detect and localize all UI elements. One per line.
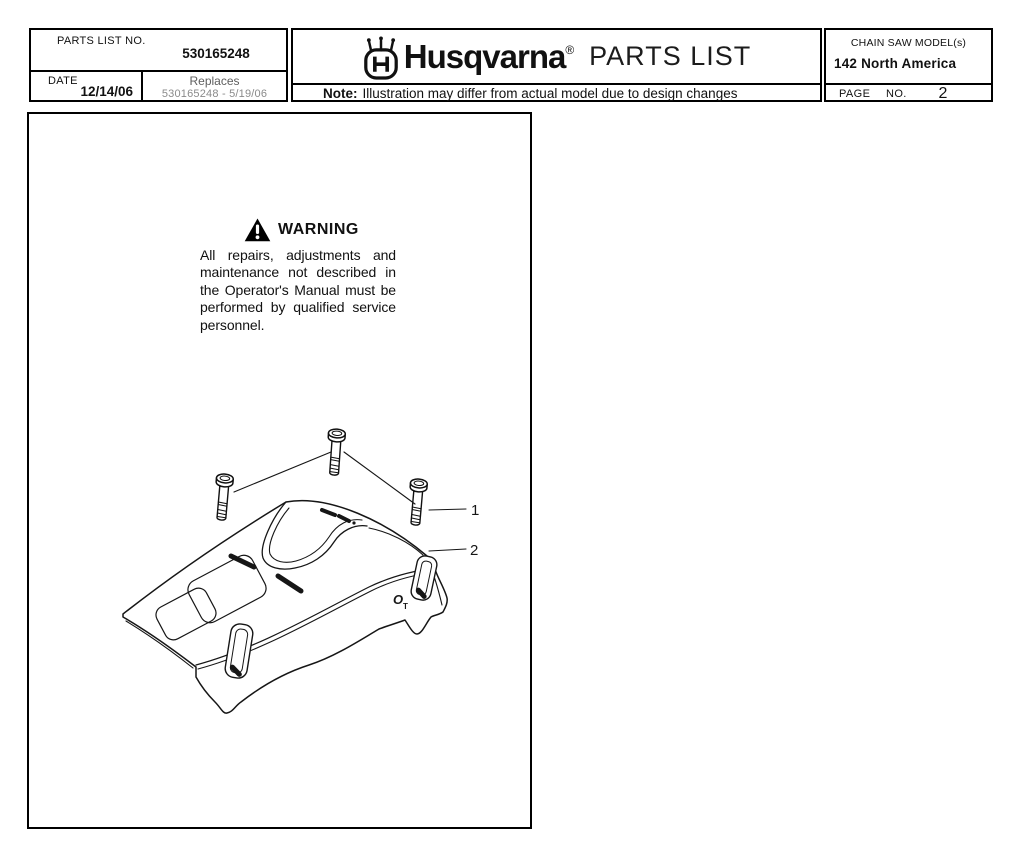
callout-2: 2	[470, 542, 479, 559]
page-no-label: NO.	[886, 88, 907, 100]
model-label: CHAIN SAW MODEL(s)	[850, 37, 967, 49]
marking-sub: T	[403, 602, 408, 611]
parts-list-no-box	[29, 28, 288, 102]
warning-title: WARNING	[278, 221, 359, 238]
parts-list-title: PARTS LIST	[589, 41, 752, 71]
screw-middle	[326, 429, 346, 476]
note-row	[293, 83, 820, 102]
date-label: DATE	[48, 75, 78, 87]
replaces-label: Replaces	[189, 74, 240, 88]
screw-left	[213, 473, 234, 520]
screw-right	[407, 478, 428, 525]
model-value: 142 North America	[834, 56, 957, 71]
page-label: PAGE	[839, 88, 871, 100]
parts-list-no-label: PARTS LIST NO.	[57, 35, 146, 47]
cylinder-cover-part	[123, 501, 447, 713]
brand-name-text: Husqvarna	[403, 37, 566, 75]
note-text: Illustration may differ from actual model due to design changes	[362, 86, 738, 101]
date-replaces-row	[31, 70, 286, 102]
title-box	[291, 28, 822, 102]
page-no-row	[826, 83, 991, 102]
note-label: Note:	[323, 86, 358, 101]
registered-mark: ®	[565, 42, 574, 57]
replaces-cell	[141, 72, 286, 102]
husqvarna-logo-icon	[362, 36, 400, 80]
page-number: 2	[938, 85, 948, 102]
date-cell	[31, 72, 141, 102]
parts-list-no-row	[31, 30, 286, 70]
model-box	[824, 28, 993, 102]
illustration-frame	[27, 112, 532, 829]
brand-row	[293, 30, 820, 83]
brand-name	[404, 38, 573, 76]
marking-symbol: O	[393, 592, 404, 607]
parts-diagram	[29, 114, 530, 827]
date-value: 12/14/06	[80, 84, 133, 99]
model-row	[826, 30, 991, 83]
replaces-value: 530165248 - 5/19/06	[161, 88, 268, 100]
callout-1: 1	[471, 502, 480, 519]
warning-body: All repairs, adjustments and maintenance not described in the Operator's Manual must be performed by qualified service personnel.	[200, 247, 396, 333]
parts-list-no-value: 530165248	[182, 46, 250, 61]
